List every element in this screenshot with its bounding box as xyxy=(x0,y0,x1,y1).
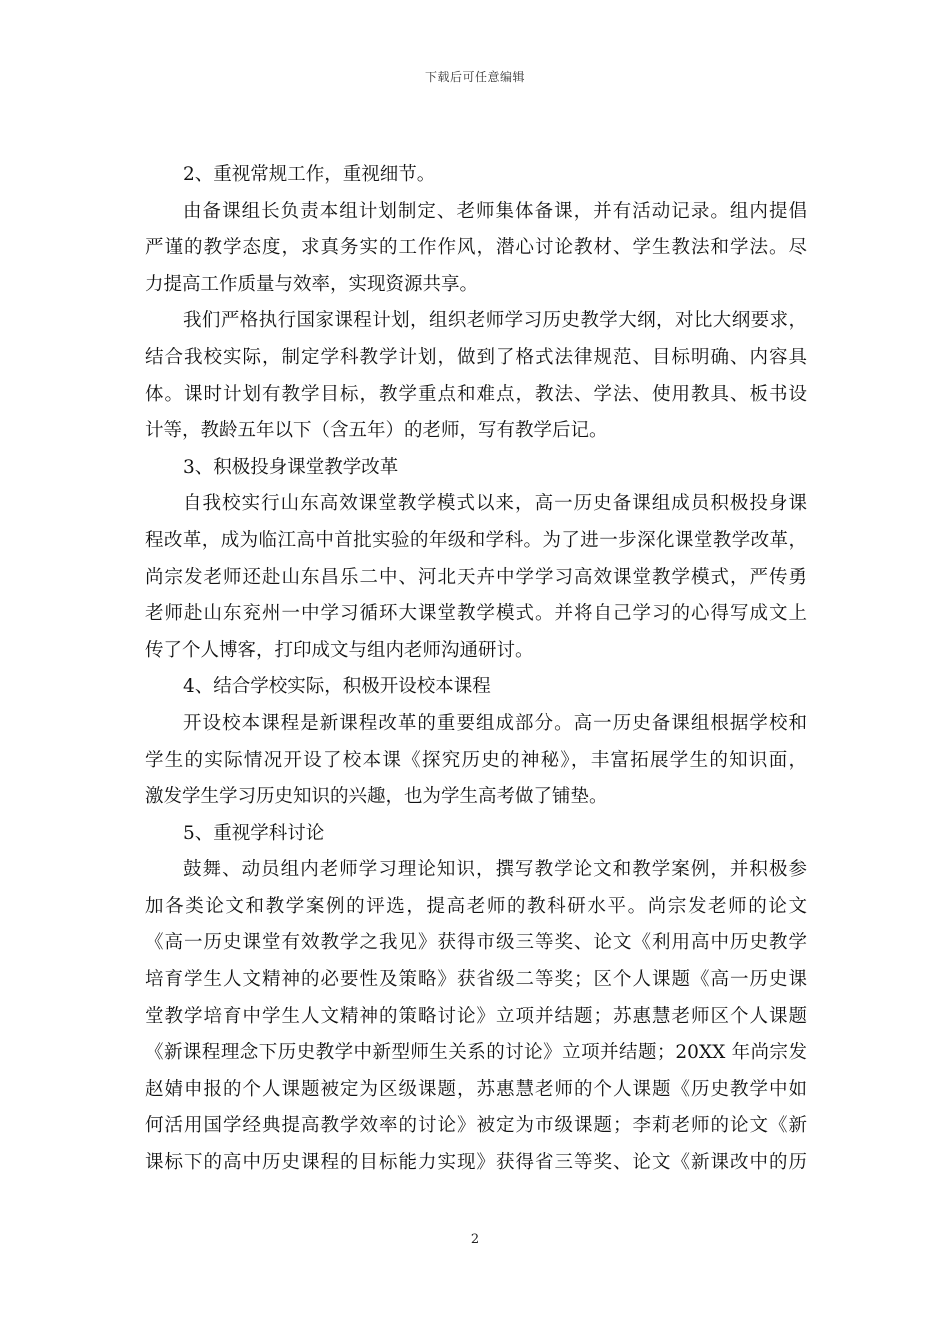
text-line: 加各类论文和教学案例的评选，提高老师的教科研水平。尚宗发老师的论文 xyxy=(145,895,807,917)
text-line: 4、结合学校实际，积极开设校本课程 xyxy=(183,676,491,698)
text-line: 学生的实际情况开设了校本课《探究历史的神秘》，丰富拓展学生的知识面， xyxy=(145,749,807,771)
text-line: 鼓舞、动员组内老师学习理论知识，撰写教学论文和教学案例，并积极参 xyxy=(183,859,807,881)
text-line: 开设校本课程是新课程改革的重要组成部分。高一历史备课组根据学校和 xyxy=(183,712,807,734)
text-line: 由备课组长负责本组计划制定、老师集体备课，并有活动记录。组内提倡 xyxy=(183,200,807,222)
text-line: 传了个人博客，打印成文与组内老师沟通研讨。 xyxy=(145,639,534,661)
text-line: 严谨的教学态度，求真务实的工作作风，潜心讨论教材、学生教法和学法。尽 xyxy=(145,237,807,259)
text-line: 程改革，成为临江高中首批实验的年级和学科。为了进一步深化课堂教学改革， xyxy=(145,529,807,551)
text-line: 5、重视学科讨论 xyxy=(183,822,325,844)
text-line: 《高一历史课堂有效教学之我见》获得市级三等奖、论文《利用高中历史教学 xyxy=(145,932,807,954)
page-header: 下载后可任意编辑 xyxy=(424,70,525,84)
document-body xyxy=(145,157,807,1182)
text-line: 《新课程理念下历史教学中新型师生关系的讨论》立项并结题；20XX 年尚宗发 xyxy=(145,1042,807,1064)
text-line: 何活用国学经典提高教学效率的讨论》被定为市级课题；李莉老师的论文《新 xyxy=(145,1115,807,1137)
text-line: 力提高工作质量与效率，实现资源共享。 xyxy=(145,273,479,295)
text-line: 堂教学培育中学生人文精神的策略讨论》立项并结题；苏惠慧老师区个人课题 xyxy=(145,1005,807,1027)
text-line: 2、重视常规工作，重视细节。 xyxy=(183,164,436,185)
text-line: 培育学生人文精神的必要性及策略》获省级二等奖；区个人课题《高一历史课 xyxy=(145,969,807,991)
text-line: 尚宗发老师还赴山东昌乐二中、河北天卉中学学习高效课堂教学模式，严传勇 xyxy=(145,566,807,588)
text-line: 我们严格执行国家课程计划，组织老师学习历史教学大纲，对比大纲要求， xyxy=(183,310,807,332)
text-line: 体。课时计划有教学目标，教学重点和难点，教法、学法、使用教具、板书设 xyxy=(145,383,807,405)
page-number: 2 xyxy=(470,1232,480,1247)
text-line: 激发学生学习历史知识的兴趣，也为学生高考做了铺垫。 xyxy=(145,786,608,808)
text-line: 计等，教龄五年以下（含五年）的老师，写有教学后记。 xyxy=(145,420,608,442)
text-line: 老师赴山东兖州一中学习循环大课堂教学模式。并将自己学习的心得写成文上 xyxy=(145,603,807,625)
text-line: 3、积极投身课堂教学改革 xyxy=(183,456,399,478)
text-line: 结合我校实际，制定学科教学计划，做到了格式法律规范、目标明确、内容具 xyxy=(145,346,807,368)
text-line: 课标下的高中历史课程的目标能力实现》获得省三等奖、论文《新课改中的历 xyxy=(145,1152,807,1174)
text-line: 赵婧申报的个人课题被定为区级课题，苏惠慧老师的个人课题《历史教学中如 xyxy=(145,1078,807,1100)
text-line: 自我校实行山东高效课堂教学模式以来，高一历史备课组成员积极投身课 xyxy=(183,493,807,515)
